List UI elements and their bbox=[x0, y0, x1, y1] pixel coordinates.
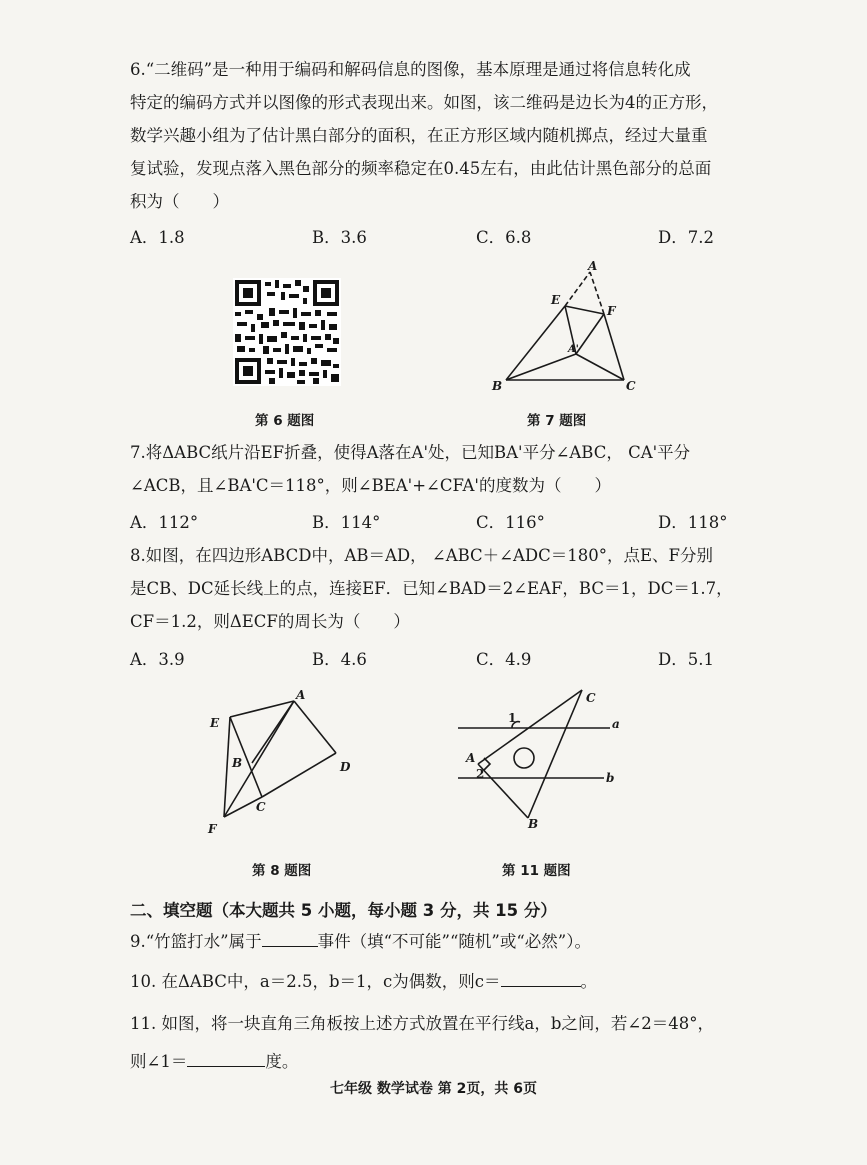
fig11-label-a-line: a bbox=[612, 717, 620, 731]
q6-option-d: D．7.2 bbox=[658, 228, 714, 247]
fig8-label-a: A bbox=[296, 688, 306, 702]
q8-option-c: C．4.9 bbox=[476, 650, 532, 669]
fig8-label-e: E bbox=[210, 716, 220, 730]
fig8-caption: 第 8 题图 bbox=[252, 863, 312, 879]
fig8-label-b: B bbox=[232, 756, 243, 770]
q11-line-1: 11. 如图，将一块直角三角板按上述方式放置在平行线a，b之间，若∠2＝48°， bbox=[130, 1014, 714, 1033]
q11-text-after: 度。 bbox=[265, 1052, 299, 1071]
page-footer: 七年级 数学试卷 第 2页，共 6页 bbox=[330, 1081, 537, 1097]
fig7-label-b: B bbox=[492, 379, 503, 393]
q7-option-c: C．116° bbox=[476, 513, 545, 532]
fig7-label-a: A bbox=[588, 259, 598, 273]
q7-option-d: D．118° bbox=[658, 513, 728, 532]
fig11-label-2: 2 bbox=[476, 767, 485, 781]
question-9 bbox=[130, 930, 591, 954]
fig8-label-c: C bbox=[256, 800, 266, 814]
fig11-label-b-line: b bbox=[606, 771, 615, 785]
fig7-label-f: F bbox=[607, 304, 616, 318]
q7-line-1: 7.将ΔABC纸片沿EF折叠，使得A落在A'处，已知BA'平分∠ABC， CA'平分 bbox=[130, 443, 691, 462]
q6-option-b: B．3.6 bbox=[312, 228, 367, 247]
q6-line-3: 数学兴趣小组为了估计黑白部分的面积，在正方形区域内随机掷点，经过大量重 bbox=[130, 126, 708, 145]
section-2-title: 二、填空题（本大题共 5 小题，每小题 3 分，共 15 分） bbox=[130, 901, 557, 920]
q7-options bbox=[130, 509, 750, 533]
q6-option-c: C．6.8 bbox=[476, 228, 532, 247]
q8-options bbox=[130, 646, 750, 670]
q6-option-a: A．1.8 bbox=[130, 228, 185, 247]
q10-text-before: 10. 在ΔABC中，a＝2.5，b＝1，c为偶数，则c＝ bbox=[130, 972, 501, 991]
q6-line-4: 复试验，发现点落入黑色部分的频率稳定在0.45左右，由此估计黑色部分的总面 bbox=[130, 159, 712, 178]
q8-line-1: 8.如图，在四边形ABCD中，AB＝AD， ∠ABC＋∠ADC＝180°，点E、F分别 bbox=[130, 546, 714, 565]
fig8-label-d: D bbox=[340, 760, 351, 774]
q8-option-a: A．3.9 bbox=[130, 650, 185, 669]
q6-line-5: 积为（ ） bbox=[130, 192, 229, 211]
fig11-caption: 第 11 题图 bbox=[502, 863, 571, 879]
q8-line-3: CF＝1.2，则ΔECF的周长为（ ） bbox=[130, 612, 410, 631]
q10-answer-blank[interactable] bbox=[501, 970, 581, 987]
fig7-triangle-diagram bbox=[486, 258, 646, 396]
q8-option-b: B．4.6 bbox=[312, 650, 367, 669]
fig7-label-a-prime: A' bbox=[568, 344, 579, 355]
fig6-caption: 第 6 题图 bbox=[255, 413, 315, 429]
q6-line-1: 6.“二维码”是一种用于编码和解码信息的图像，基本原理是通过将信息转化成 bbox=[130, 60, 691, 79]
fig7-label-c: C bbox=[626, 379, 636, 393]
question-10 bbox=[130, 970, 597, 994]
qr-code-figure bbox=[233, 278, 341, 386]
q8-option-d: D．5.1 bbox=[658, 650, 714, 669]
fig11-label-1: 1 bbox=[508, 711, 517, 725]
q6-options bbox=[130, 224, 750, 248]
fig11-label-a-point: A bbox=[466, 751, 476, 765]
q7-line-2: ∠ACB，且∠BA'C＝118°，则∠BEA'+∠CFA'的度数为（ ） bbox=[130, 476, 611, 495]
fig11-set-square-diagram bbox=[448, 682, 628, 830]
q9-answer-blank[interactable] bbox=[262, 930, 318, 947]
q9-text-after: 事件（填“不可能”“随机”或“必然”）。 bbox=[317, 932, 591, 951]
fig7-caption: 第 7 题图 bbox=[527, 413, 587, 429]
fig11-label-c: C bbox=[586, 691, 596, 705]
q6-line-2: 特定的编码方式并以图像的形式表现出来。如图，该二维码是边长为4的正方形， bbox=[130, 93, 718, 112]
q11-answer-blank[interactable] bbox=[187, 1050, 265, 1067]
q7-option-b: B．114° bbox=[312, 513, 381, 532]
q8-line-2: 是CB、DC延长线上的点，连接EF．已知∠BAD＝2∠EAF，BC＝1，DC＝1.7， bbox=[130, 579, 733, 598]
fig8-quadrilateral-diagram bbox=[200, 685, 370, 840]
fig8-label-f: F bbox=[208, 822, 217, 836]
fig11-label-b-point: B bbox=[528, 817, 539, 830]
q11-text-before: 则∠1＝ bbox=[130, 1052, 188, 1071]
question-11-answer bbox=[130, 1050, 298, 1074]
q10-text-after: 。 bbox=[580, 972, 597, 991]
fig7-label-e: E bbox=[551, 293, 561, 307]
q7-option-a: A．112° bbox=[130, 513, 199, 532]
q9-text-before: 9.“竹篮打水”属于 bbox=[130, 932, 262, 951]
